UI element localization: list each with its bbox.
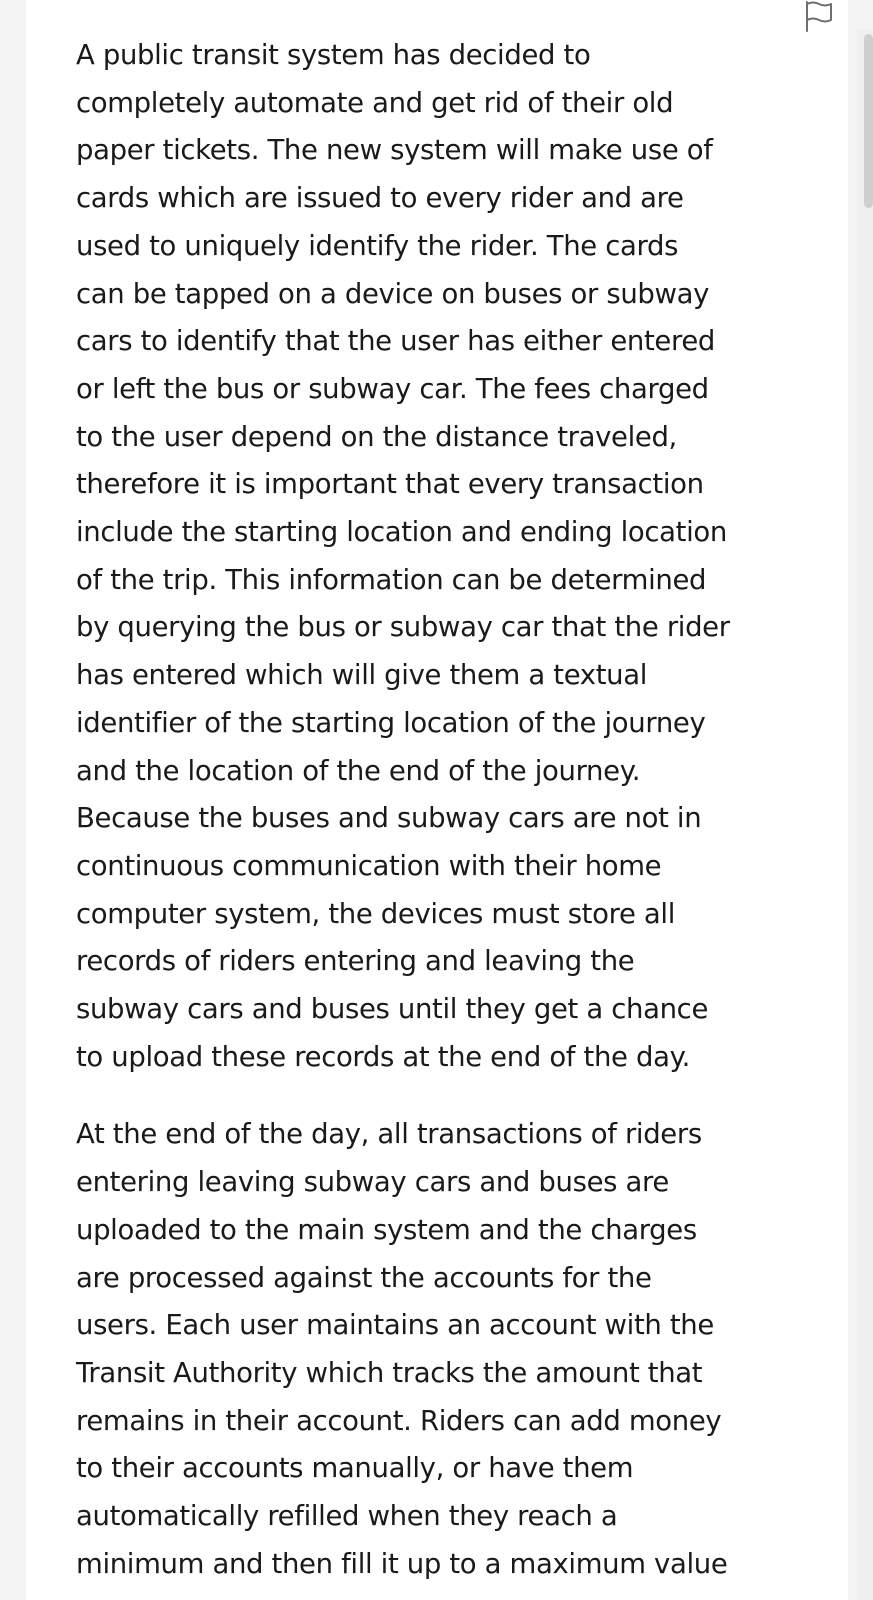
paragraph-2 bbox=[76, 1111, 766, 1588]
text-line: subway cars and buses until they get a chance bbox=[76, 993, 709, 1026]
paragraph-spacer bbox=[76, 1081, 766, 1111]
text-line: to upload these records at the end of the day. bbox=[76, 1040, 690, 1073]
text-line: uploaded to the main system and the charges bbox=[76, 1213, 697, 1246]
text-line: completely automate and get rid of their old bbox=[76, 86, 674, 119]
paragraph-1 bbox=[76, 32, 766, 1081]
text-line: cards which are issued to every rider and are bbox=[76, 182, 684, 215]
scrollbar-track[interactable] bbox=[858, 30, 873, 1600]
message-text bbox=[76, 32, 766, 1589]
text-line: include the starting location and ending location bbox=[76, 516, 727, 549]
text-line: Transit Authority which tracks the amount that bbox=[76, 1356, 703, 1389]
text-line: has entered which will give them a textual bbox=[76, 659, 648, 692]
text-line: and the location of the end of the journey. bbox=[76, 754, 641, 787]
text-line: identifier of the starting location of the journey bbox=[76, 706, 706, 739]
text-line: cars to identify that the user has either entered bbox=[76, 325, 716, 358]
text-line: paper tickets. The new system will make use of bbox=[76, 134, 713, 167]
scrollbar-thumb[interactable] bbox=[864, 34, 873, 208]
text-line: can be tapped on a device on buses or subway bbox=[76, 277, 710, 310]
text-line: Because the buses and subway cars are not in bbox=[76, 802, 702, 835]
text-line: minimum and then fill it up to a maximum value bbox=[76, 1547, 728, 1580]
text-line: or left the bus or subway car. The fees charged bbox=[76, 372, 709, 405]
flag-button[interactable] bbox=[802, 0, 836, 34]
text-line: automatically refilled when they reach a bbox=[76, 1500, 618, 1533]
text-line: of the trip. This information can be determined bbox=[76, 563, 707, 596]
text-line: by querying the bus or subway car that the rider bbox=[76, 611, 730, 644]
text-line: records of riders entering and leaving the bbox=[76, 945, 635, 978]
text-line: computer system, the devices must store all bbox=[76, 897, 675, 930]
text-line: are processed against the accounts for the bbox=[76, 1261, 652, 1294]
text-line: remains in their account. Riders can add money bbox=[76, 1404, 722, 1437]
text-line: continuous communication with their home bbox=[76, 849, 662, 882]
text-line: At the end of the day, all transactions of riders bbox=[76, 1118, 702, 1151]
text-line: entering leaving subway cars and buses are bbox=[76, 1166, 669, 1199]
text-line: used to uniquely identify the rider. The cards bbox=[76, 229, 679, 262]
text-line: to the user depend on the distance traveled, bbox=[76, 420, 677, 453]
text-line: A public transit system has decided to bbox=[76, 39, 591, 71]
text-line: to their accounts manually, or have them bbox=[76, 1452, 634, 1485]
text-line: users. Each user maintains an account with the bbox=[76, 1309, 714, 1342]
flag-outline-icon bbox=[803, 0, 835, 32]
text-line: therefore it is important that every transaction bbox=[76, 468, 704, 501]
